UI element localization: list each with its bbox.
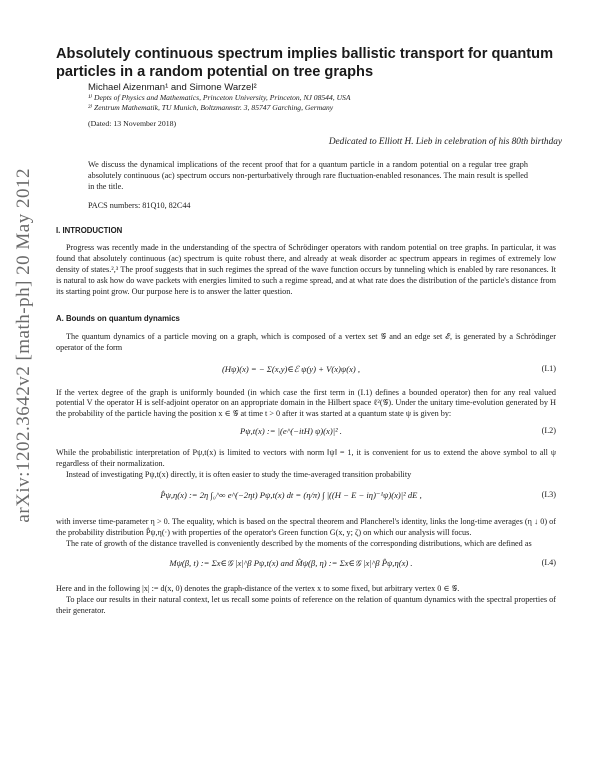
subsection-heading-bounds: A. Bounds on quantum dynamics: [56, 313, 180, 323]
paper-page: [56, 46, 562, 616]
paragraph-context: To place our results in their natural context, let us recall some points of reference on the relation of quantum dynamics with the spectral properties of their generator.: [56, 594, 556, 615]
equation-4-body: Mψ(β, t) := Σx∈𝒢 |x|^β Pψ,t(x) and M̂ψ(β, η) := Σx∈𝒢 |x|^β P̂ψ,η(x) .: [169, 557, 413, 568]
paragraph-time-averaged: Instead of investigating Pψ,t(x) directly, it is often easier to study the time-averaged transition probability: [66, 470, 412, 480]
equation-3-number: (I.3): [541, 489, 556, 499]
authors: Michael Aizenman¹ and Simone Warzel²: [88, 82, 257, 93]
affiliation-2: ²⁾ Zentrum Mathematik, TU Munich, Boltzmannstr. 3, 85747 Garching, Germany: [88, 102, 334, 112]
dedication: Dedicated to Elliott H. Lieb in celebration of his 80th birthday: [328, 137, 562, 148]
equation-2-number: (I.2): [541, 426, 556, 436]
title-line-1: Absolutely continuous spectrum implies ballistic transport for quantum: [56, 46, 554, 62]
intro-paragraph: Progress was recently made in the understanding of the spectra of Schrödinger operators with random potential on tree graphs. In particular, it was found that absolutely continuous (ac) spectrum is quite robust there, and already at weak disorder ac spectrum appears in regimes of extremely low density of states.²,³ The proof suggests that in such regimes the spread of the wave function occurs by tunneling which is enabled by rare resonances. It is natural to ask how do wave packets with energies limited to such a regime spread, and at what rate does the distribution of the particle's distance from its starting point grow. Our purpose here is to answer the latter question.: [56, 243, 556, 296]
arxiv-identifier: arXiv:1202.3642v2 [math-ph] 20 May 2012: [13, 168, 34, 523]
equation-3-body: P̂ψ,η(x) := 2η ∫₀^∞ e^(−2ηt) Pψ,t(x) dt = (η/π) ∫ |((H − E − iη)⁻¹ψ)(x)|² dE ,: [160, 489, 422, 500]
equation-1: [56, 364, 556, 388]
paper-title: [56, 46, 556, 81]
paragraph-dynamics: The quantum dynamics of a particle moving on a graph, which is composed of a vertex set 𝒢 and an edge set ℰ, is generated by a Schrödinger operator of the form: [56, 331, 556, 352]
equation-1-body: (Hψ)(x) = − Σ(x,y)∈ℰ ψ(y) + V(x)ψ(x) ,: [221, 363, 361, 374]
equation-4-number: (I.4): [541, 557, 556, 567]
section-heading-introduction: I. INTRODUCTION: [56, 226, 123, 236]
paragraph-probabilistic: While the probabilistic interpretation of Pψ,t(x) is limited to vectors with norm ‖ψ‖ = 1, it is convenient for us to extend the above symbol to all ψ regardless of their normalization.: [56, 448, 556, 469]
equation-2: [56, 426, 556, 448]
equation-4: [56, 558, 556, 584]
affiliation-1: ¹⁾ Depts of Physics and Mathematics, Princeton University, Princeton, NJ 08544, USA: [88, 93, 351, 102]
equation-3: [56, 490, 556, 517]
date-line: (Dated: 13 November 2018): [88, 119, 177, 129]
paragraph-vertex-degree: If the vertex degree of the graph is uniformly bounded (in which case the first term in (I.1) defines a bounded operator) then for any real valued potential V the operator H is self-adjoint operator on an appropriate domain in the Hilbert space ℓ²(𝒢). Under the unitary time-evolution generated by H the probability of the particle having the position x ∈ 𝒢 at time t > 0 after it was started at a quantum state ψ is given by:: [56, 387, 556, 419]
abstract: We discuss the dynamical implications of the recent proof that for a quantum particle in a random potential on a regular tree graph absolutely continuous (ac) spectrum occurs non-perturbatively through rare fluctuation-enabled resonances. The main result is spelled in the title.: [88, 160, 528, 192]
equation-1-number: (I.1): [541, 363, 556, 373]
paragraph-graph-distance: Here and in the following |x| := d(x, 0) denotes the graph-distance of the vertex x to some fixed, but arbitrary vertex 0 ∈ 𝒢.: [56, 583, 460, 593]
paragraph-inverse-time: with inverse time-parameter η > 0. The equality, which is based on the spectral theorem and Plancherel's identity, links the long-time averages (η ↓ 0) of the probability distribution P̂ψ,η(·) with properties of the operator's Green function G(x, y; ζ) on which our analysis will focus.: [56, 516, 556, 537]
paragraph-rate-of-growth: The rate of growth of the distance travelled is conveniently described by the moments of the corresponding distributions, which are defined as: [66, 538, 532, 548]
title-line-2: particles in a random potential on tree graphs: [56, 63, 374, 80]
pacs-numbers: PACS numbers: 81Q10, 82C44: [88, 201, 191, 211]
equation-2-body: Pψ,t(x) := |(e^(−itH) ψ)(x)|² .: [240, 426, 342, 437]
